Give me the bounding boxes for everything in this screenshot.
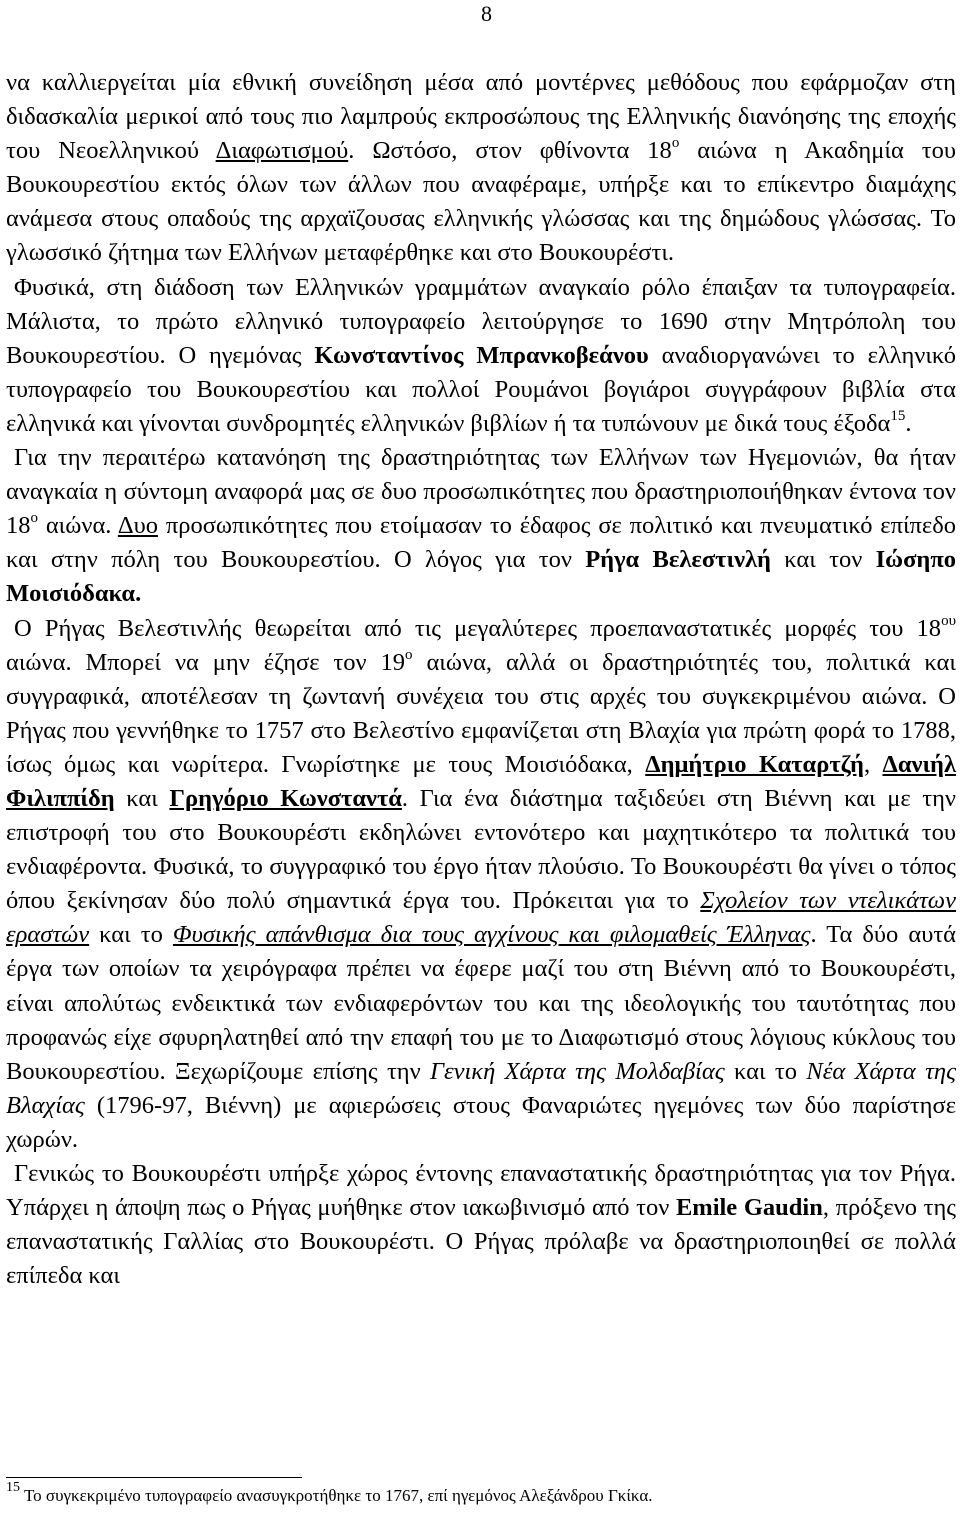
text-span: . Για ένα διάστημα ταξιδεύει στη Βιέννη και με την επιστροφή του στο Βουκουρέστι εκδηλώνει εντονότερο και μαχητικότερο τα πολιτικά του ενδιαφέροντα. Φυσικά, το συγγραφικό του έργο ήταν πλούσιο. Το Βουκουρέστι θα γίνει ο τόπος όπου ξεκίνησαν δύο πολύ σημαντικά έργα του. Πρόκειται για το [6,784,956,915]
text-span: Γενικώς το Βουκουρέστι υπήρξε χώρος έντονης επαναστατικής δραστηριότητας για τον Ρήγα. Υπάρχει η άποψη πως ο Ρήγας μυήθηκε στον ιακωβινισμό από τον [6,1160,956,1222]
italic-title: Γενική Χάρτα της Μολδαβίας [430,1057,725,1085]
text-span: Για την περαιτέρω κατανόηση της δραστηριότητας των Ελλήνων των Ηγεμονιών, θα ήταν αναγκαία η σύντομη αναφορά μας σε δυο προσωπικότητες που δραστηριοποιήθηκαν έντονα τον 18 [6,444,956,540]
body-text [6,66,956,1293]
bold-name: Ιώσηπο Μοισιόδακα. [6,546,956,608]
bold-name: Κωνσταντίνος Μπρανκοβεάνου [314,341,649,369]
text-span: προσωπικότητες που ετοίμασαν το έδαφος σε πολιτικό και πνευματικό επίπεδο και στην πόλη του Βουκουρεστίου. Ο λόγος για τον [6,512,956,574]
bold-underlined-name: Γρηγόριο Κωνσταντά [169,784,402,812]
text-span: αιώνα. Μπορεί να μην έζησε τον 19 [6,648,406,676]
italic-underlined-title: Σχολείον των ντελικάτων εραστών [6,887,956,949]
text-span: αιώνα. [38,512,118,540]
text-span: αιώνα, αλλά οι δραστηριότητές του, πολιτικά και συγγραφικά, αποτέλεσαν τη ζωντανή συνέχεια του στις αρχές του συγκεκριμένου αιώνα. Ο Ρήγας που γεννήθηκε το 1757 στο Βελεστίνο εμφανίζεται στη Βλαχία για πρώτη φορά το 1788, ίσως όμως και νωρίτερα. Γνωρίστηκε με τους Μοισιόδακα, [6,648,956,778]
footnote-mark: 15 [6,1480,20,1495]
italic-underlined-title: Φυσικής απάνθισμα δια τους αγχίνους και φιλομαθείς Έλληνας [172,921,811,949]
paragraph-5 [6,1157,956,1293]
text-span: να καλλιεργείται μία εθνική συνείδηση μέσα από μοντέρνες μεθόδους που εφάρμοζαν στη διδασκαλία μερικοί από τους πιο λαμπρούς εκπροσώπους της Ελληνικής διανόησης της εποχής του Νεοελληνικού [6,69,956,165]
bold-underlined-name: Δημήτριο Καταρτζή [645,750,864,778]
superscript: ου [941,612,956,629]
text-span: . [905,409,912,437]
text-span: Φυσικά, στη διάδοση των Ελληνικών γραμμάτων αναγκαίο ρόλο έπαιξαν τα τυπογραφεία. Μάλιστα, το πρώτο ελληνικό τυπογραφείο λειτούργησε το 1690 στην Μητρόπολη του Βουκουρεστίου. Ο ηγεμόνας [6,273,956,369]
footnote-text: Το συγκεκριμένο τυπογραφείο ανασυγκροτήθηκε το 1767, επί ηγεμόνος Αλεξάνδρου Γκίκα. [20,1486,653,1505]
text-span: . Τα δύο αυτά έργα των οποίων τα χειρόγραφα πρέπει να έφερε μαζί του στη Βιέννη από το Βουκουρέστι, είναι απολύτως ενδεικτικά των ενδιαφερόντων του και της ιδεολογικής του ταυτότητας που προφανώς είχε σφυρηλατηθεί από την επαφή του με το Διαφωτισμό στους λόγιους κύκλους του Βουκουρεστίου. Ξεχωρίζουμε επίσης την [6,921,957,1085]
paragraph-3 [6,441,956,611]
text-span: Ο Ρήγας Βελεστινλής θεωρείται από τις μεγαλύτερες προεπαναστατικές μορφές του 18 [14,614,942,642]
paragraph-1 [6,66,956,271]
superscript: ο [405,646,413,663]
text-span: και το [724,1057,807,1085]
superscript: ο [671,135,680,152]
text-span: και το [89,921,173,949]
footnote [6,1482,956,1510]
text-span: , [863,750,883,778]
text-span: και [114,784,170,812]
text-span: αναδιοργανώνει το ελληνικό τυπογραφείο του Βουκουρεστίου και πολλοί Ρουμάνοι βογιάροι συγγράφουν βιβλία στα ελληνικά και γίνονται συνδρομητές ελληνικών βιβλίων ή τα τυπώνουν με δικά τους έξοδα [6,341,956,437]
text-span: αιώνα η Ακαδημία του Βουκουρεστίου εκτός όλων των άλλων που αναφέραμε, υπήρξε και το επίκεντρο διαμάχης ανάμεσα στους οπαδούς της αρχαϊζουσας ελληνικής γλώσσας και της δημώδους γλώσσας. Το γλωσσικό ζήτημα των Ελλήνων μεταφέρθηκε και στο Βουκουρέστι. [6,137,957,267]
bold-underlined-name: Δανιήλ Φιλιππίδη [6,750,957,812]
text-span: (1796-97, Βιέννη) με αφιερώσεις στους Φαναριώτες ηγεμόνες των δύο παρίστησε χωρών. [6,1091,956,1153]
text-span: . Ωστόσο, στον φθίνοντα 18 [348,137,672,165]
paragraph-4 [6,612,956,1158]
bold-name: Emile Gaudin [675,1194,823,1222]
underlined-text: Διαφωτισμού [215,137,349,165]
footnote-separator [6,1477,302,1478]
page-number: 8 [481,1,492,26]
bold-name: Ρήγα Βελεστινλή [585,546,771,574]
italic-title: Νέα Χάρτα της Βλαχίας [6,1057,957,1119]
underlined-text: Δυο [117,512,159,540]
superscript: ο [30,510,38,527]
footnote-reference[interactable]: 15 [890,407,906,424]
text-span: , πρόξενο της επαναστατικής Γαλλίας στο Βουκουρέστι. Ο Ρήγας πρόλαβε να δραστηριοποιηθεί σε πολλά επίπεδα και [6,1194,956,1290]
paragraph-2 [6,271,956,441]
text-span: και τον [770,546,876,574]
